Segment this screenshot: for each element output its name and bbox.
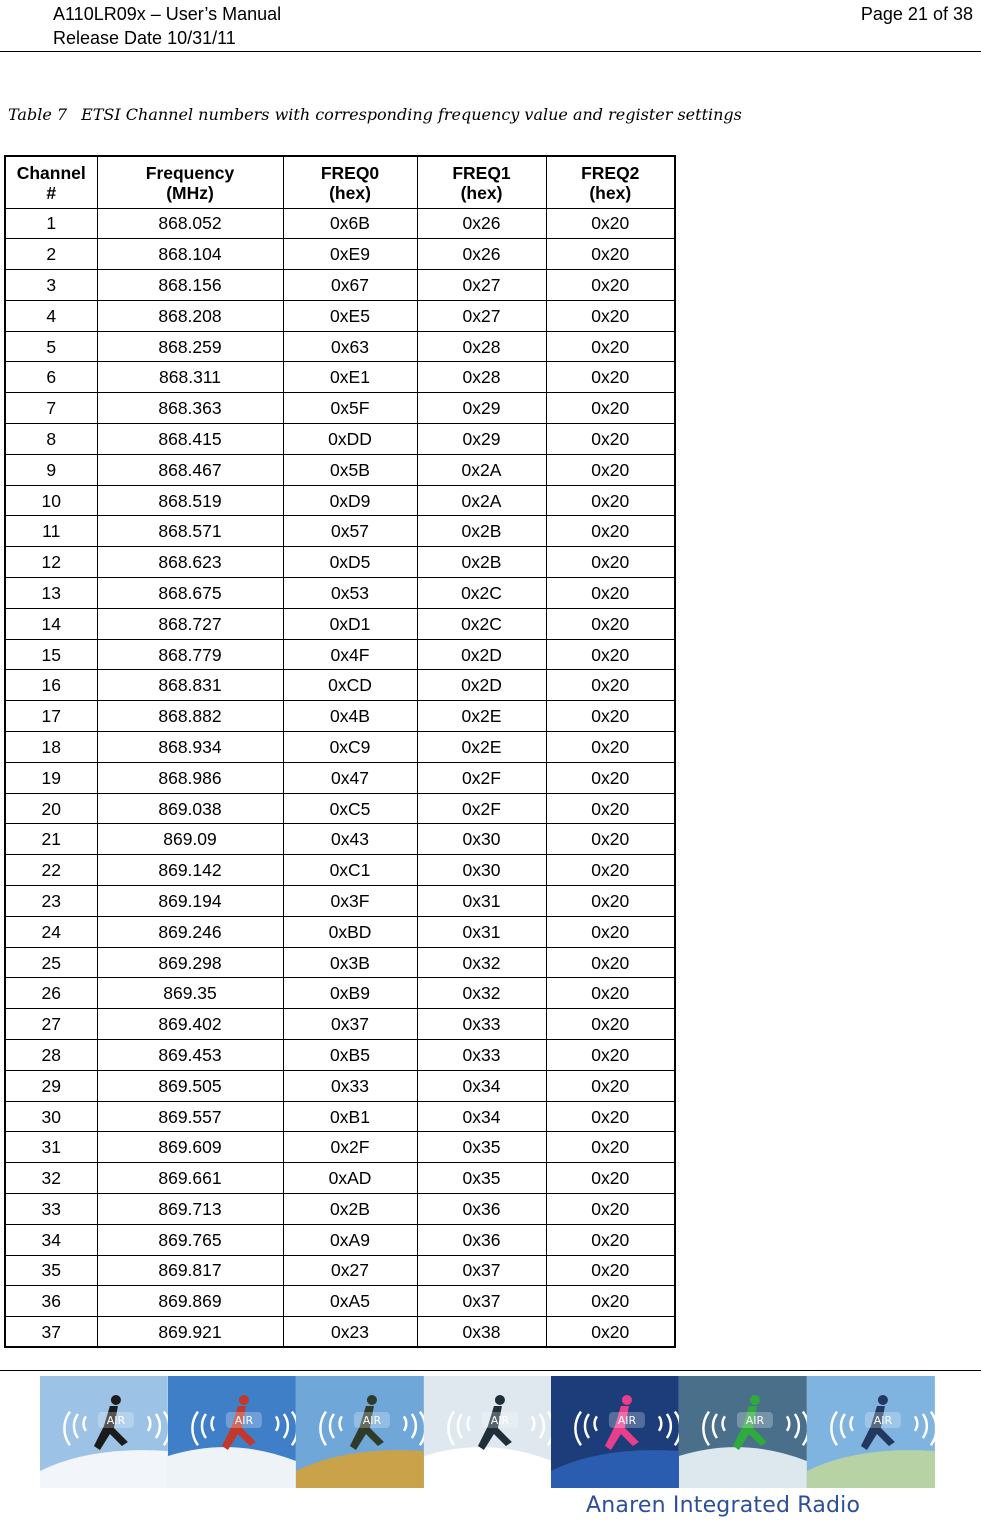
cell-freq0: 0x53 (283, 578, 417, 609)
cell-frequency: 869.869 (97, 1286, 283, 1317)
cell-channel: 8 (5, 424, 97, 455)
skateboarder-icon (807, 1376, 935, 1488)
cell-freq1: 0x33 (417, 1009, 546, 1040)
table-row (5, 793, 675, 824)
cell-freq2: 0x20 (546, 1224, 675, 1255)
cell-frequency: 869.246 (97, 916, 283, 947)
table-body (5, 208, 675, 1347)
cell-freq0: 0x43 (283, 824, 417, 855)
cell-freq1: 0x2E (417, 701, 546, 732)
cell-freq2: 0x20 (546, 1286, 675, 1317)
cell-freq1: 0x28 (417, 331, 546, 362)
cell-frequency: 869.402 (97, 1009, 283, 1040)
cell-channel: 23 (5, 886, 97, 917)
cell-freq0: 0xDD (283, 424, 417, 455)
table-row (5, 547, 675, 578)
cell-freq1: 0x2C (417, 608, 546, 639)
brand-name: Anaren Integrated Radio (586, 1493, 861, 1518)
air-badge-text: AIR (234, 1413, 253, 1428)
cell-channel: 24 (5, 916, 97, 947)
cell-freq2: 0x20 (546, 1163, 675, 1194)
cell-freq0: 0x67 (283, 270, 417, 301)
column-header-line: # (46, 183, 57, 204)
cell-freq1: 0x28 (417, 362, 546, 393)
cell-freq0: 0xB9 (283, 978, 417, 1009)
cell-freq0: 0x2F (283, 1132, 417, 1163)
column-header-channel (5, 156, 97, 208)
cell-freq1: 0x36 (417, 1224, 546, 1255)
cell-frequency: 868.675 (97, 578, 283, 609)
cell-channel: 22 (5, 855, 97, 886)
cell-freq0: 0xC9 (283, 732, 417, 763)
column-header-frequency (97, 156, 283, 208)
cell-channel: 15 (5, 639, 97, 670)
cell-freq1: 0x27 (417, 300, 546, 331)
cell-channel: 12 (5, 547, 97, 578)
cell-channel: 21 (5, 824, 97, 855)
column-header-line: (MHz) (166, 183, 214, 204)
cell-channel: 27 (5, 1009, 97, 1040)
cell-freq0: 0xE9 (283, 239, 417, 270)
cell-frequency: 868.052 (97, 208, 283, 239)
cell-freq0: 0xE1 (283, 362, 417, 393)
cell-freq1: 0x2F (417, 762, 546, 793)
cell-channel: 32 (5, 1163, 97, 1194)
footer-divider (0, 1370, 981, 1371)
cell-freq1: 0x30 (417, 855, 546, 886)
cell-freq2: 0x20 (546, 1040, 675, 1071)
cell-frequency: 869.038 (97, 793, 283, 824)
table-row (5, 1317, 675, 1348)
table-row (5, 393, 675, 424)
cell-channel: 37 (5, 1317, 97, 1348)
cell-freq2: 0x20 (546, 424, 675, 455)
cell-frequency: 869.557 (97, 1101, 283, 1132)
table-row (5, 362, 675, 393)
cell-freq0: 0x37 (283, 1009, 417, 1040)
column-header-line: (hex) (589, 183, 632, 204)
column-header-line: FREQ0 (320, 163, 380, 184)
cell-freq2: 0x20 (546, 331, 675, 362)
cell-frequency: 869.453 (97, 1040, 283, 1071)
footer-banner (40, 1376, 935, 1488)
cell-freq1: 0x2F (417, 793, 546, 824)
table-row (5, 1070, 675, 1101)
table-row (5, 855, 675, 886)
column-header-line: (hex) (460, 183, 503, 204)
cell-freq2: 0x20 (546, 454, 675, 485)
cell-freq0: 0xE5 (283, 300, 417, 331)
cell-channel: 28 (5, 1040, 97, 1071)
cell-freq0: 0x6B (283, 208, 417, 239)
table-row (5, 947, 675, 978)
cell-freq2: 0x20 (546, 855, 675, 886)
cell-frequency: 868.831 (97, 670, 283, 701)
cell-frequency: 868.208 (97, 300, 283, 331)
header-divider (0, 51, 981, 52)
page-number: Page 21 of 38 (860, 4, 973, 24)
cell-freq1: 0x36 (417, 1194, 546, 1225)
cell-freq0: 0xBD (283, 916, 417, 947)
cell-freq1: 0x32 (417, 978, 546, 1009)
cell-freq2: 0x20 (546, 978, 675, 1009)
cell-freq0: 0x47 (283, 762, 417, 793)
cell-freq2: 0x20 (546, 1194, 675, 1225)
cell-channel: 26 (5, 978, 97, 1009)
table-caption (8, 104, 742, 126)
cell-freq2: 0x20 (546, 516, 675, 547)
windsurfer-icon (551, 1376, 679, 1488)
skier-icon (168, 1376, 296, 1488)
cell-freq0: 0x4F (283, 639, 417, 670)
cell-freq1: 0x31 (417, 916, 546, 947)
cell-freq0: 0xB5 (283, 1040, 417, 1071)
cell-freq0: 0xAD (283, 1163, 417, 1194)
cell-freq2: 0x20 (546, 1009, 675, 1040)
cell-channel: 20 (5, 793, 97, 824)
table-row (5, 701, 675, 732)
column-header-line: FREQ1 (452, 163, 511, 184)
cell-channel: 29 (5, 1070, 97, 1101)
air-badge-text: AIR (106, 1413, 126, 1428)
air-badge-text: AIR (873, 1413, 893, 1428)
cell-frequency: 868.986 (97, 762, 283, 793)
release-date: Release Date 10/31/11 (53, 28, 236, 48)
table-row (5, 331, 675, 362)
cell-freq0: 0x57 (283, 516, 417, 547)
cell-freq1: 0x34 (417, 1101, 546, 1132)
cell-freq0: 0xA5 (283, 1286, 417, 1317)
table-row (5, 762, 675, 793)
cell-frequency: 868.415 (97, 424, 283, 455)
cell-frequency: 868.519 (97, 485, 283, 516)
cell-freq2: 0x20 (546, 270, 675, 301)
cell-freq0: 0xD9 (283, 485, 417, 516)
table-row (5, 239, 675, 270)
cell-channel: 4 (5, 300, 97, 331)
cell-freq2: 0x20 (546, 393, 675, 424)
cell-frequency: 868.104 (97, 239, 283, 270)
cell-freq2: 0x20 (546, 578, 675, 609)
cell-freq0: 0xA9 (283, 1224, 417, 1255)
cell-channel: 7 (5, 393, 97, 424)
cell-frequency: 868.779 (97, 639, 283, 670)
cell-freq1: 0x34 (417, 1070, 546, 1101)
cell-freq1: 0x30 (417, 824, 546, 855)
cell-freq0: 0xB1 (283, 1101, 417, 1132)
table-row (5, 578, 675, 609)
cell-frequency: 868.156 (97, 270, 283, 301)
cell-freq2: 0x20 (546, 208, 675, 239)
cell-freq1: 0x35 (417, 1163, 546, 1194)
air-badge-text: AIR (618, 1413, 637, 1428)
air-badge-text: AIR (746, 1413, 765, 1428)
table-row (5, 978, 675, 1009)
table-row (5, 1101, 675, 1132)
table-row (5, 516, 675, 547)
cell-channel: 5 (5, 331, 97, 362)
table-row (5, 732, 675, 763)
cell-channel: 36 (5, 1286, 97, 1317)
cell-freq1: 0x31 (417, 886, 546, 917)
cell-frequency: 869.921 (97, 1317, 283, 1348)
cell-freq0: 0x4B (283, 701, 417, 732)
cell-freq0: 0x5B (283, 454, 417, 485)
cell-freq1: 0x26 (417, 239, 546, 270)
cell-channel: 3 (5, 270, 97, 301)
cell-freq2: 0x20 (546, 300, 675, 331)
cell-channel: 9 (5, 454, 97, 485)
column-header-freq2 (546, 156, 675, 208)
table-row (5, 300, 675, 331)
cell-channel: 1 (5, 208, 97, 239)
cell-freq1: 0x2B (417, 516, 546, 547)
cell-freq2: 0x20 (546, 1255, 675, 1286)
cell-freq0: 0xCD (283, 670, 417, 701)
cell-freq0: 0xD5 (283, 547, 417, 578)
cell-freq1: 0x37 (417, 1286, 546, 1317)
channel-table (4, 155, 676, 1348)
cell-freq2: 0x20 (546, 1101, 675, 1132)
cell-freq1: 0x38 (417, 1317, 546, 1348)
table-row (5, 608, 675, 639)
cell-channel: 11 (5, 516, 97, 547)
cell-channel: 2 (5, 239, 97, 270)
cell-channel: 25 (5, 947, 97, 978)
table-row (5, 270, 675, 301)
cell-channel: 35 (5, 1255, 97, 1286)
table-row (5, 454, 675, 485)
table-row (5, 1286, 675, 1317)
cell-channel: 17 (5, 701, 97, 732)
document-header-left (53, 2, 281, 50)
cell-freq1: 0x26 (417, 208, 546, 239)
cell-freq1: 0x2D (417, 670, 546, 701)
cell-channel: 30 (5, 1101, 97, 1132)
cell-freq1: 0x33 (417, 1040, 546, 1071)
snow-trees-icon (424, 1376, 552, 1488)
cell-frequency: 869.817 (97, 1255, 283, 1286)
cell-frequency: 868.623 (97, 547, 283, 578)
cell-frequency: 869.09 (97, 824, 283, 855)
cell-freq0: 0xD1 (283, 608, 417, 639)
cell-freq2: 0x20 (546, 670, 675, 701)
table-row (5, 886, 675, 917)
cell-channel: 6 (5, 362, 97, 393)
table-row (5, 1132, 675, 1163)
table-row (5, 1194, 675, 1225)
table-row (5, 1040, 675, 1071)
table-row (5, 824, 675, 855)
snowboarder-icon (40, 1376, 168, 1488)
cell-freq0: 0xC1 (283, 855, 417, 886)
cell-channel: 19 (5, 762, 97, 793)
table-header-row (5, 156, 675, 208)
table-row (5, 1163, 675, 1194)
cell-freq2: 0x20 (546, 1070, 675, 1101)
air-badge-text: AIR (490, 1413, 509, 1428)
cell-freq2: 0x20 (546, 485, 675, 516)
air-badge-text: AIR (362, 1413, 381, 1428)
cell-frequency: 869.35 (97, 978, 283, 1009)
cell-channel: 13 (5, 578, 97, 609)
cell-freq0: 0x3B (283, 947, 417, 978)
cell-freq1: 0x2C (417, 578, 546, 609)
cell-freq0: 0x3F (283, 886, 417, 917)
cell-frequency: 868.259 (97, 331, 283, 362)
table-row (5, 916, 675, 947)
cell-frequency: 868.727 (97, 608, 283, 639)
cell-freq2: 0x20 (546, 239, 675, 270)
cell-freq1: 0x2D (417, 639, 546, 670)
cell-freq2: 0x20 (546, 793, 675, 824)
cell-frequency: 869.609 (97, 1132, 283, 1163)
kayaker-icon (679, 1376, 807, 1488)
cell-freq2: 0x20 (546, 886, 675, 917)
cell-freq1: 0x27 (417, 270, 546, 301)
cell-freq2: 0x20 (546, 947, 675, 978)
cell-channel: 14 (5, 608, 97, 639)
cell-frequency: 869.765 (97, 1224, 283, 1255)
cell-channel: 34 (5, 1224, 97, 1255)
cell-freq0: 0x2B (283, 1194, 417, 1225)
cell-freq1: 0x32 (417, 947, 546, 978)
cell-channel: 31 (5, 1132, 97, 1163)
column-header-line: Channel (16, 163, 86, 184)
cell-freq2: 0x20 (546, 916, 675, 947)
cell-frequency: 869.505 (97, 1070, 283, 1101)
cell-frequency: 869.142 (97, 855, 283, 886)
table-row (5, 1009, 675, 1040)
cell-frequency: 868.934 (97, 732, 283, 763)
cell-freq1: 0x35 (417, 1132, 546, 1163)
cell-freq2: 0x20 (546, 701, 675, 732)
cell-freq1: 0x2A (417, 485, 546, 516)
table-row (5, 485, 675, 516)
cell-frequency: 868.882 (97, 701, 283, 732)
cell-frequency: 868.363 (97, 393, 283, 424)
cell-freq1: 0x2E (417, 732, 546, 763)
table-row (5, 1255, 675, 1286)
cell-freq2: 0x20 (546, 608, 675, 639)
table-row (5, 670, 675, 701)
mountain-biker-icon (296, 1376, 424, 1488)
column-header-freq0 (283, 156, 417, 208)
cell-freq1: 0x29 (417, 424, 546, 455)
cell-frequency: 868.571 (97, 516, 283, 547)
column-header-line: Frequency (145, 163, 235, 184)
cell-freq0: 0x33 (283, 1070, 417, 1101)
table-caption-label: Table 7 (8, 105, 68, 124)
cell-freq1: 0x37 (417, 1255, 546, 1286)
table-row (5, 208, 675, 239)
cell-freq0: 0x23 (283, 1317, 417, 1348)
cell-freq2: 0x20 (546, 824, 675, 855)
cell-freq0: 0xC5 (283, 793, 417, 824)
cell-freq2: 0x20 (546, 1317, 675, 1348)
cell-freq2: 0x20 (546, 639, 675, 670)
manual-title: A110LR09x – User’s Manual (53, 4, 282, 24)
table-caption-text: ETSI Channel numbers with corresponding frequency value and register settings (81, 105, 742, 124)
cell-freq1: 0x2A (417, 454, 546, 485)
cell-freq2: 0x20 (546, 732, 675, 763)
table-row (5, 424, 675, 455)
cell-channel: 10 (5, 485, 97, 516)
cell-freq2: 0x20 (546, 762, 675, 793)
cell-frequency: 868.467 (97, 454, 283, 485)
cell-freq0: 0x5F (283, 393, 417, 424)
table-row (5, 1224, 675, 1255)
cell-channel: 33 (5, 1194, 97, 1225)
cell-channel: 16 (5, 670, 97, 701)
cell-frequency: 869.194 (97, 886, 283, 917)
column-header-line: FREQ2 (581, 163, 640, 184)
cell-freq2: 0x20 (546, 362, 675, 393)
cell-frequency: 869.713 (97, 1194, 283, 1225)
cell-freq1: 0x29 (417, 393, 546, 424)
column-header-freq1 (417, 156, 546, 208)
cell-freq2: 0x20 (546, 547, 675, 578)
cell-freq0: 0x27 (283, 1255, 417, 1286)
column-header-line: (hex) (329, 183, 371, 204)
table-row (5, 639, 675, 670)
cell-frequency: 869.298 (97, 947, 283, 978)
cell-frequency: 868.311 (97, 362, 283, 393)
cell-channel: 18 (5, 732, 97, 763)
cell-freq0: 0x63 (283, 331, 417, 362)
cell-freq2: 0x20 (546, 1132, 675, 1163)
cell-freq1: 0x2B (417, 547, 546, 578)
cell-frequency: 869.661 (97, 1163, 283, 1194)
